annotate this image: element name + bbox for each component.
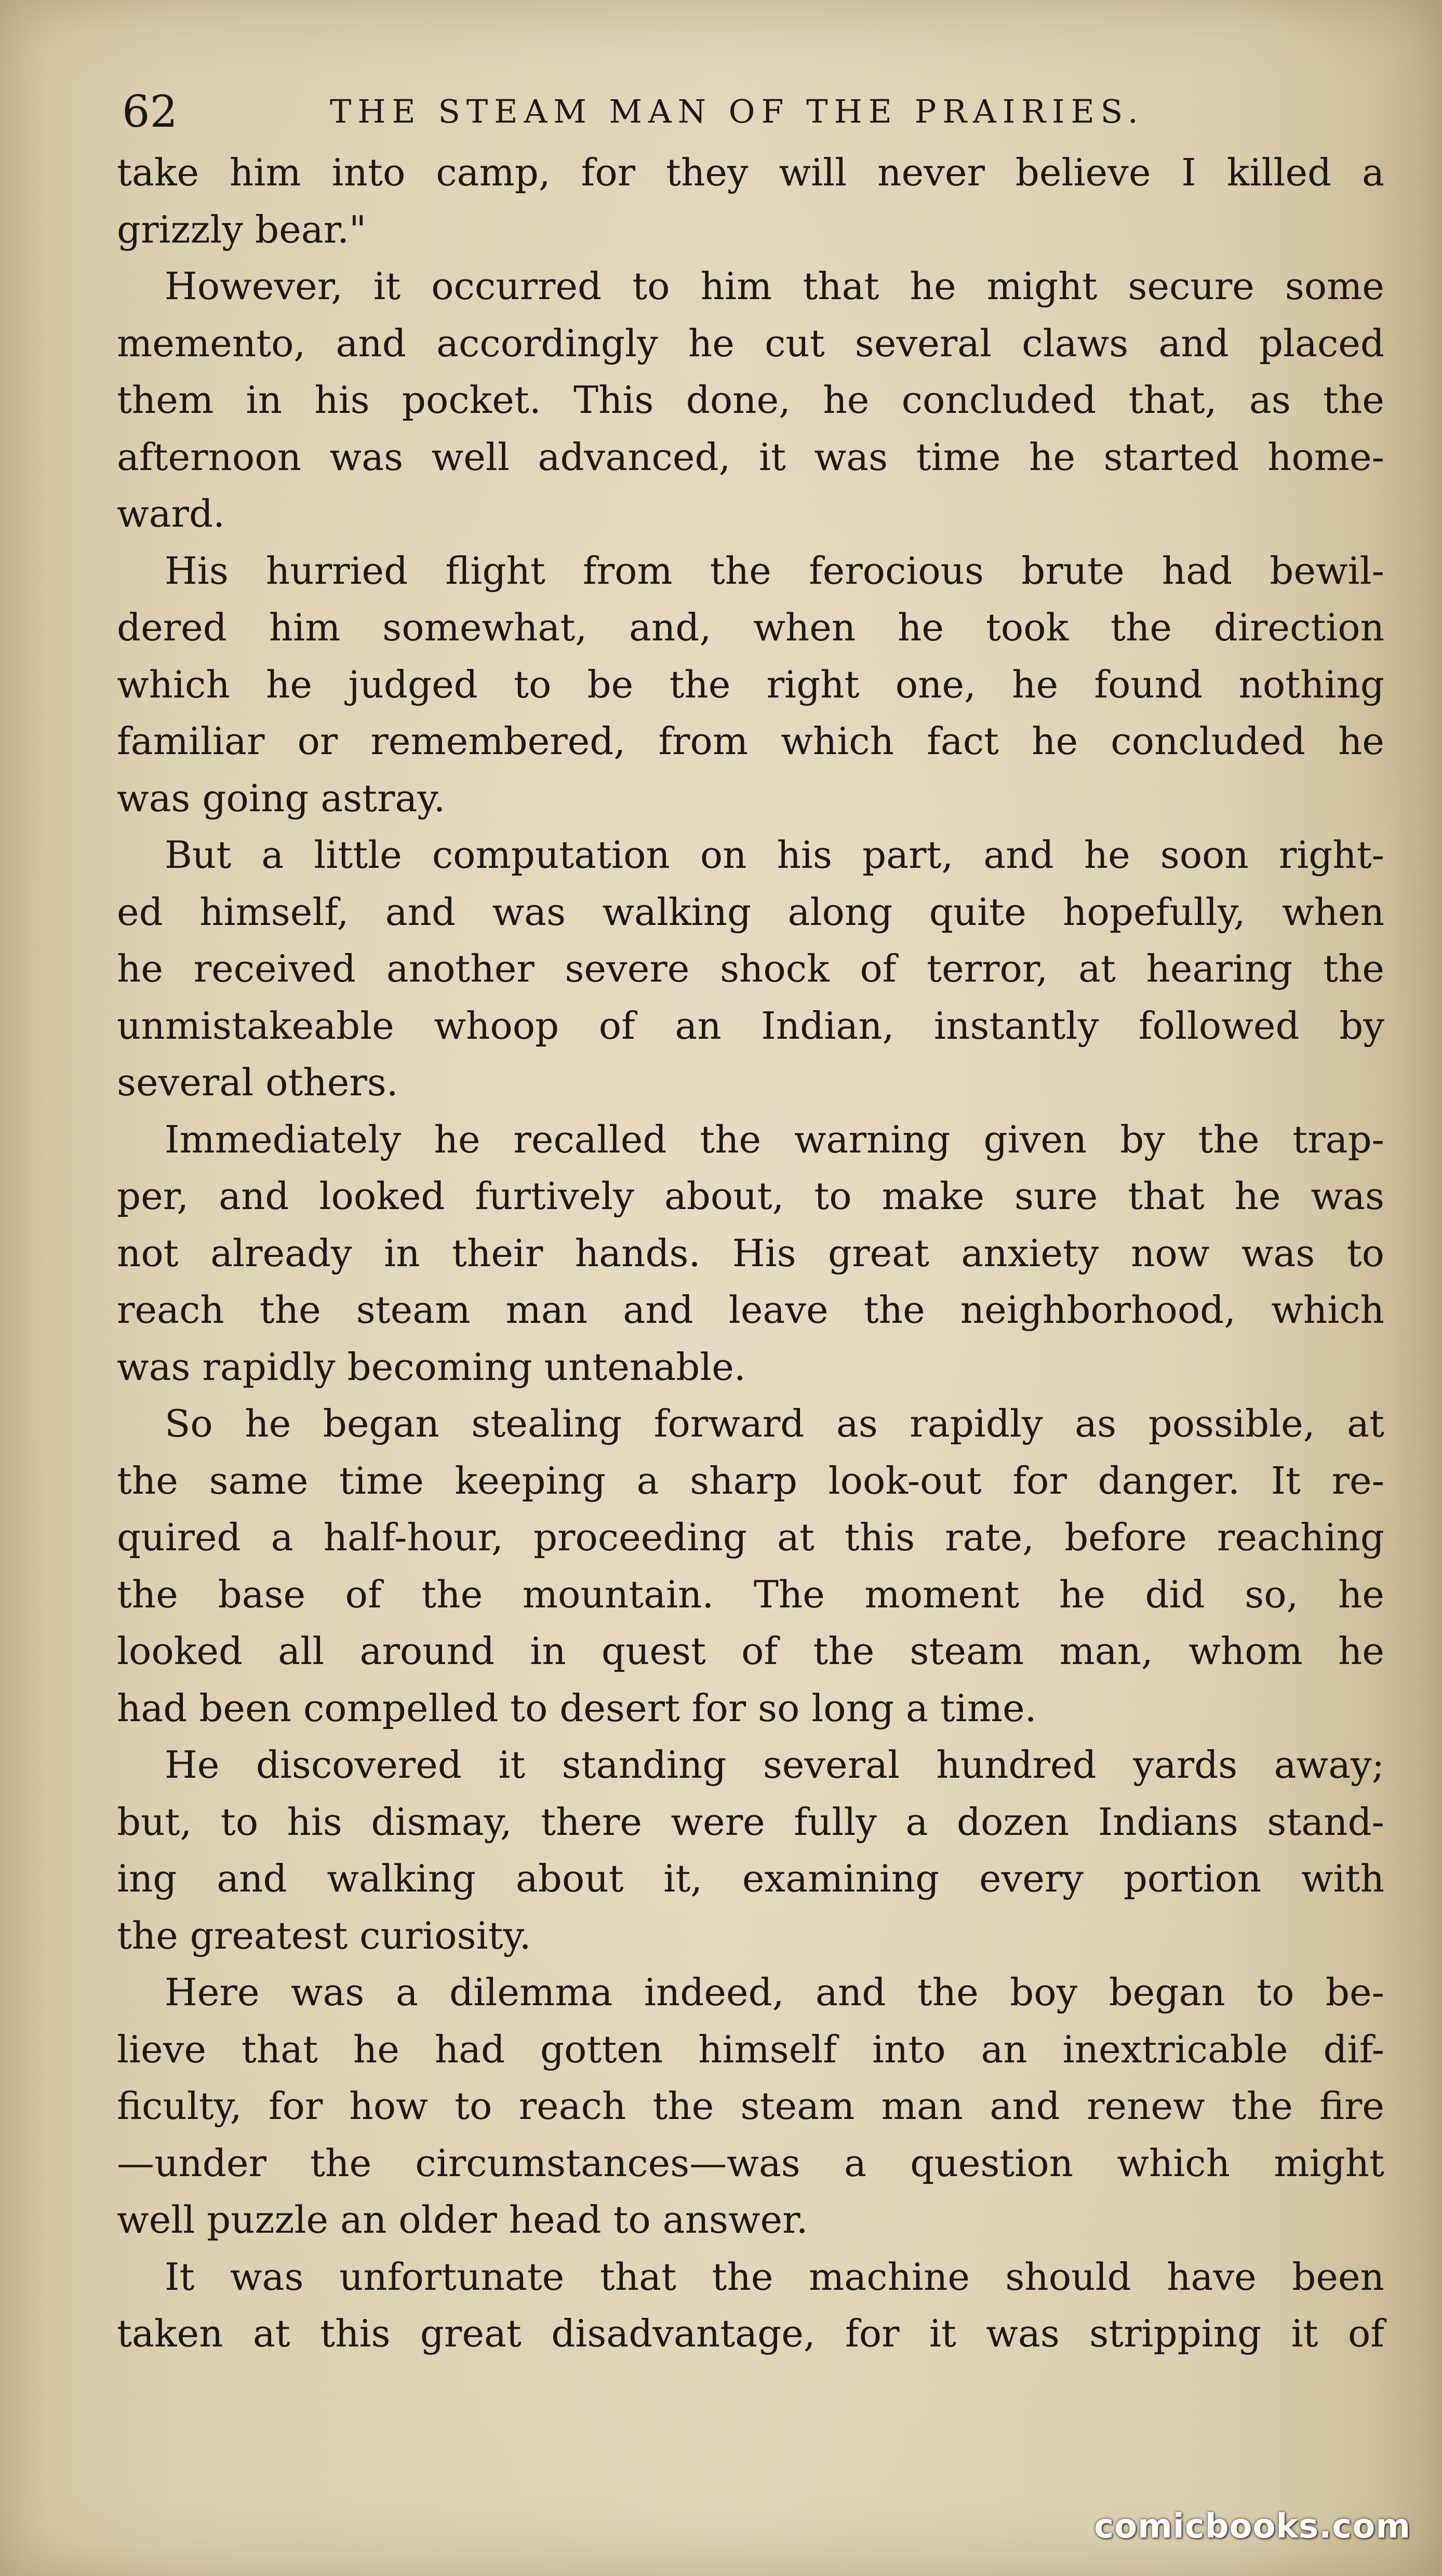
text-line: His hurried flight from the ferocious brute had bewil- — [165, 548, 1384, 593]
text-line: ward. — [117, 492, 225, 535]
text-line: However, it occurred to him that he might secure some — [165, 264, 1384, 308]
page-number: 62 — [122, 86, 178, 137]
text-line: looked all around in quest of the steam man, whom he — [117, 1629, 1384, 1673]
text-line: the base of the mountain. The moment he did so, he — [117, 1572, 1384, 1616]
book-title: THE STEAM MAN OF THE PRAIRIES. — [330, 92, 1144, 130]
text-line: take him into camp, for they will never believe I killed a — [117, 151, 1384, 194]
text-line: afternoon was well advanced, it was time he started home- — [117, 435, 1384, 479]
text-line: but, to his dismay, there were fully a dozen Indians stand- — [117, 1800, 1384, 1844]
text-line: several others. — [117, 1061, 398, 1104]
text-line: reach the steam man and leave the neighborhood, which — [117, 1288, 1384, 1332]
text-line: He discovered it standing several hundred yards away; — [165, 1743, 1384, 1787]
text-line: quired a half-hour, proceeding at this rate, before reaching — [117, 1515, 1384, 1559]
text-line: had been compelled to desert for so long a time. — [117, 1686, 1037, 1730]
text-line: well puzzle an older head to answer. — [117, 2198, 808, 2242]
text-line: memento, and accordingly he cut several claws and placed — [117, 321, 1384, 365]
text-line: —under the circumstances—was a question which might — [117, 2141, 1384, 2185]
text-line: ed himself, and was walking along quite hopefully, when — [117, 890, 1384, 934]
text-line: dered him somewhat, and, when he took the direction — [117, 606, 1384, 649]
body-text — [117, 144, 1384, 2363]
text-line: ficulty, for how to reach the steam man and renew the fire — [117, 2084, 1384, 2128]
watermark: comicbooks.com — [1094, 2507, 1411, 2546]
text-line: the same time keeping a sharp look-out for danger. It re- — [117, 1458, 1384, 1502]
text-line: was going astray. — [117, 776, 446, 820]
text-line: he received another severe shock of terror, at hearing the — [117, 947, 1384, 990]
text-line: the greatest curiosity. — [117, 1913, 531, 1957]
text-line: which he judged to be the right one, he found nothing — [117, 662, 1384, 706]
text-line: was rapidly becoming untenable. — [117, 1345, 746, 1389]
text-line: So he began stealing forward as rapidly as possible, at — [165, 1402, 1384, 1445]
text-line: familiar or remembered, from which fact he concluded he — [117, 719, 1384, 763]
text-line: per, and looked furtively about, to make sure that he was — [117, 1174, 1384, 1218]
text-line: ing and walking about it, examining every portion with — [117, 1857, 1384, 1900]
running-head — [122, 73, 1384, 151]
text-line: not already in their hands. His great anxiety now was to — [117, 1231, 1384, 1275]
text-line: But a little computation on his part, and he soon right- — [165, 833, 1384, 877]
text-line: It was unfortunate that the machine should have been — [165, 2255, 1384, 2299]
text-line: unmistakeable whoop of an Indian, instantly followed by — [117, 1003, 1384, 1048]
text-line: Immediately he recalled the warning given by the trap- — [165, 1117, 1384, 1161]
text-line: Here was a dilemma indeed, and the boy began to be- — [165, 1970, 1384, 2014]
text-line: lieve that he had gotten himself into an inextricable dif- — [117, 2027, 1384, 2071]
text-line: taken at this great disadvantage, for it was stripping it of — [117, 2312, 1384, 2355]
text-line: grizzly bear." — [117, 207, 367, 251]
text-line: them in his pocket. This done, he concluded that, as the — [117, 378, 1384, 422]
